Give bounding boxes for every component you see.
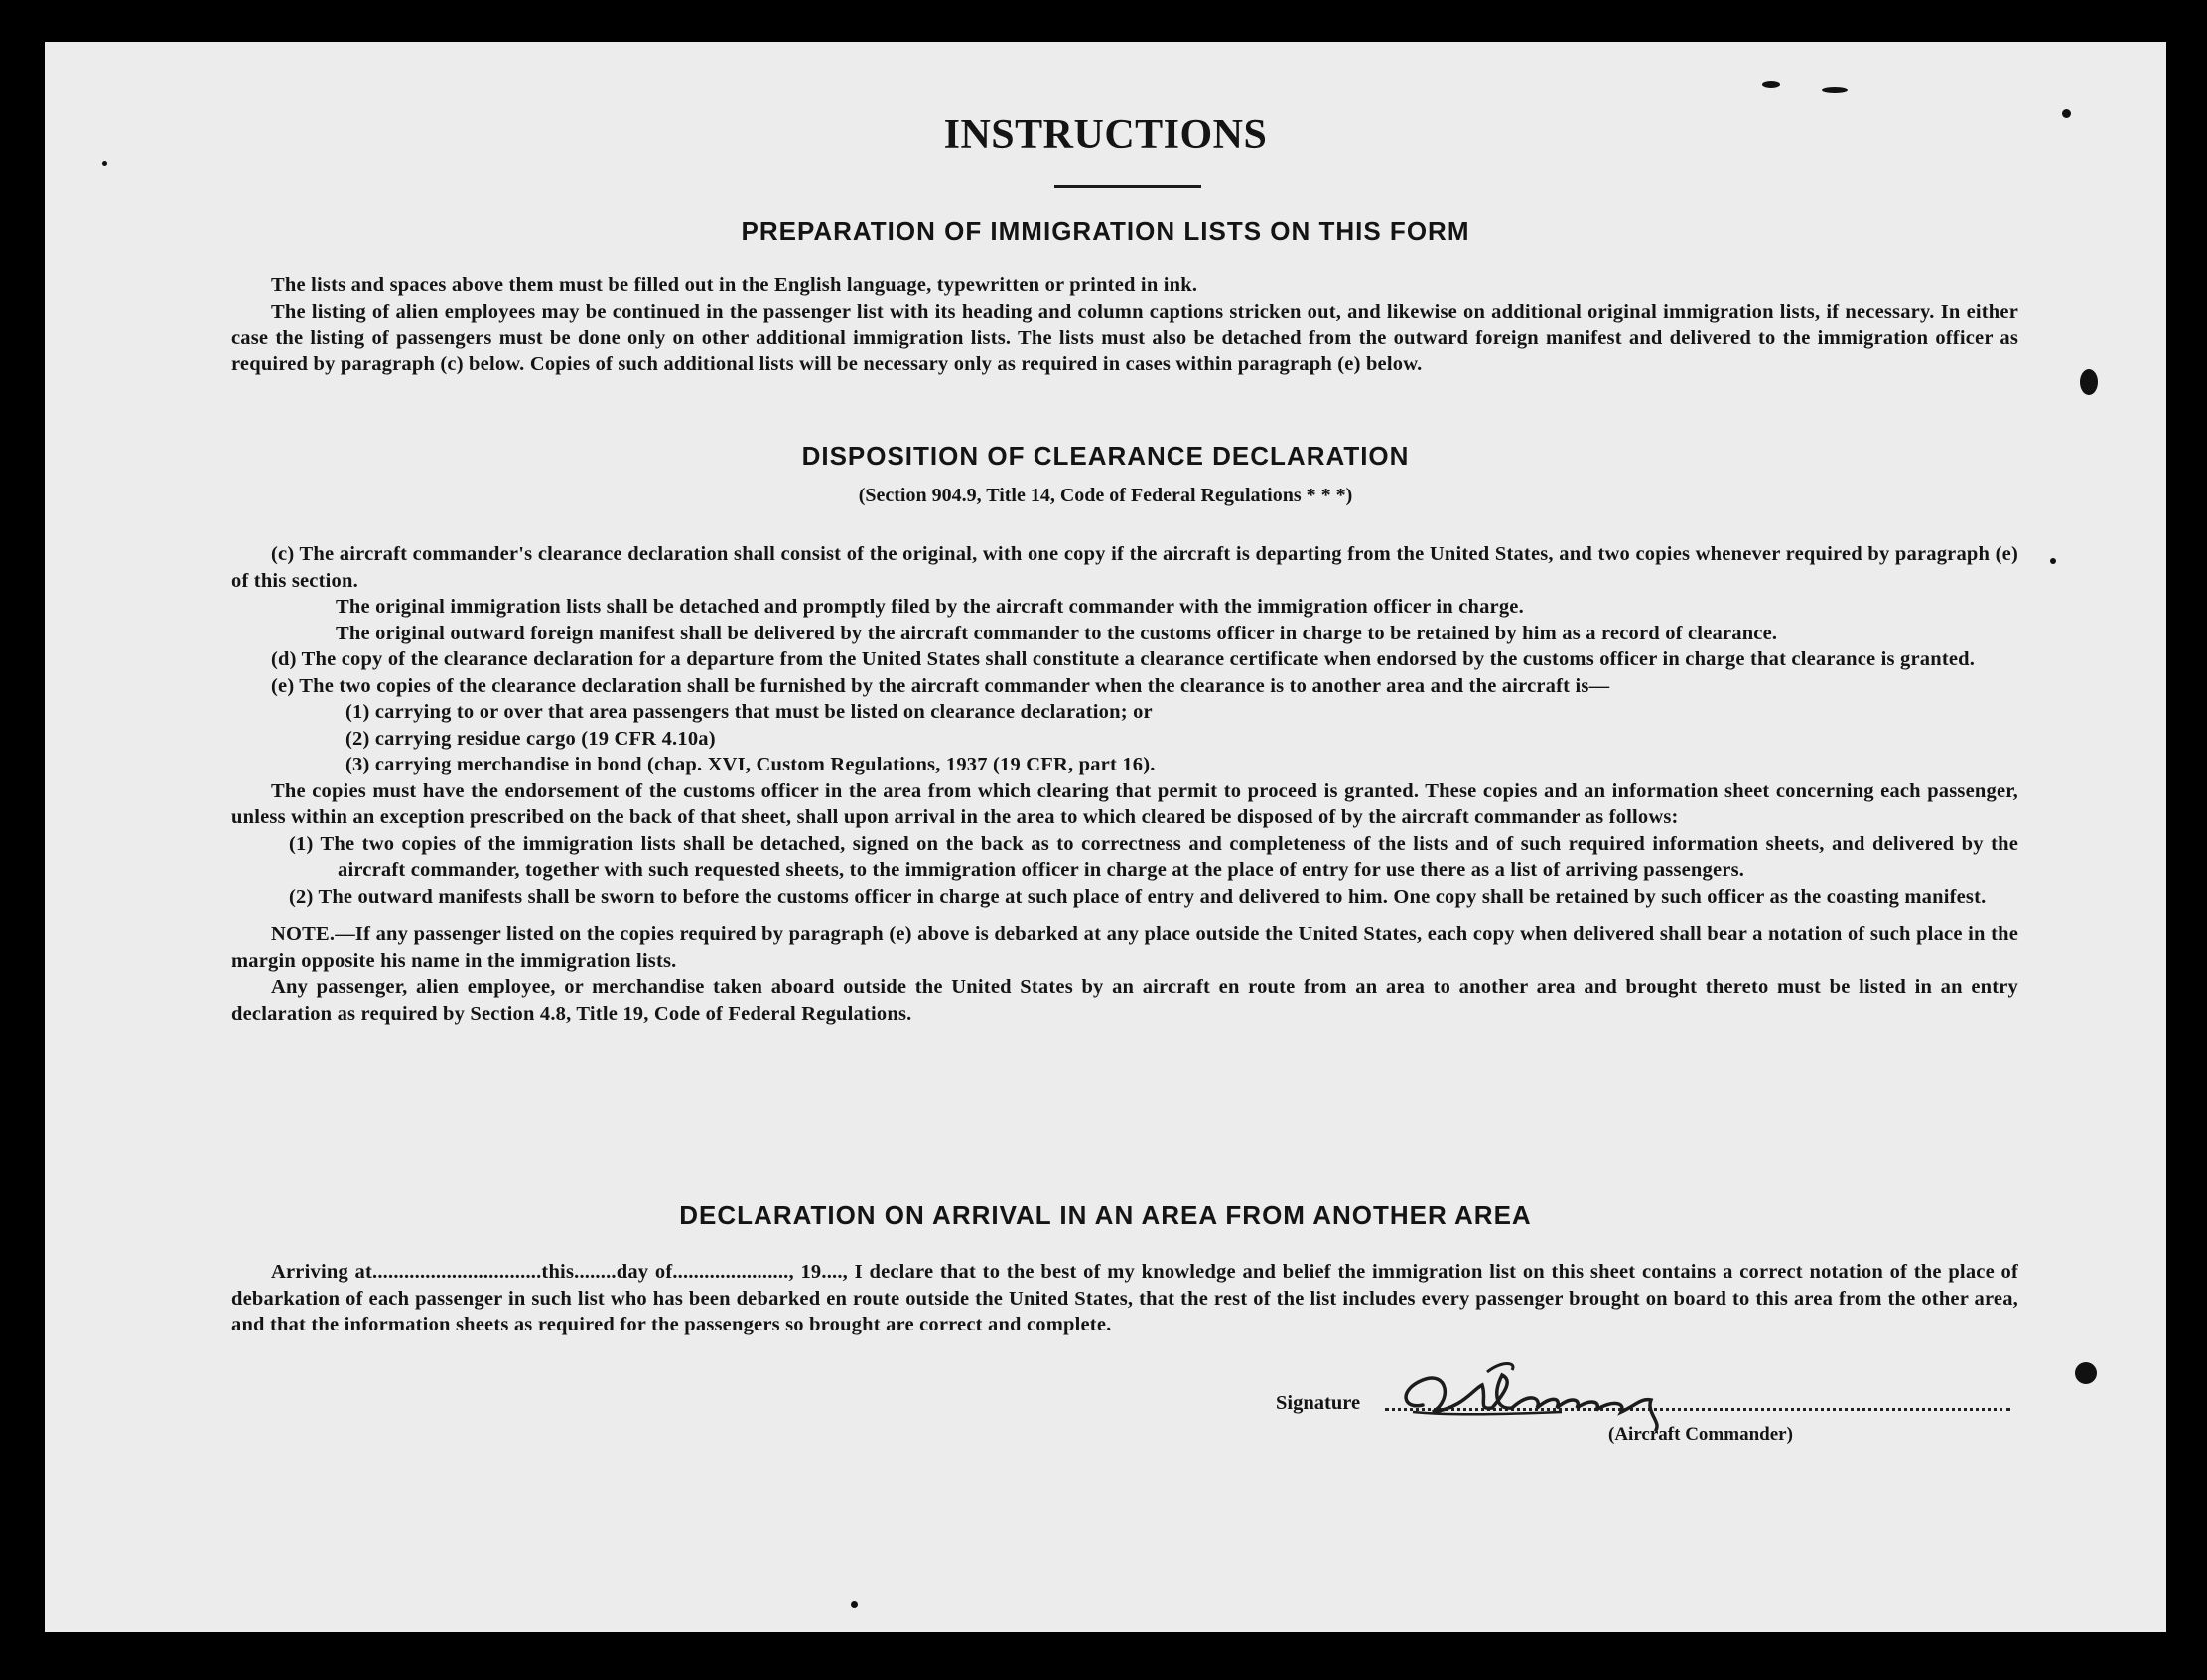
paragraph-c: (c) The aircraft commander's clearance declaration shall consist of the original, with one copy if the aircraft is departing from the United States, and two copies whenever required by paragraph (e) of this section.: [231, 543, 2018, 592]
signature-label: Signature: [1276, 1392, 1361, 1414]
paragraph: The lists and spaces above them must be filled out in the English language, typewritten or printed in ink.: [271, 274, 1198, 296]
handwritten-signature: [1393, 1350, 1770, 1440]
ink-mark: [2062, 109, 2071, 118]
paragraph-declaration: Arriving at................................this........day of......................, 19...., I declare that to the best of my knowledge and belief the immigration list on this sheet contains a correct notation of the place of debarkation of each passenger in such list who has been debarked en route outside the United States, that the rest of the list includes every passenger brought on board to this area from the other area, and that the information sheets as required for the passengers so brought are correct and complete.: [231, 1261, 2018, 1335]
list-item-e1: (1) carrying to or over that area passengers that must be listed on clearance declaration; or: [345, 701, 1153, 723]
list-item-e3: (3) carrying merchandise in bond (chap. XVI, Custom Regulations, 1937 (19 CFR, part 16).: [345, 754, 1156, 775]
ink-mark: [1762, 81, 1780, 88]
disposition-text: [231, 541, 2018, 1027]
list-item-f1: (1) The two copies of the immigration lists shall be detached, signed on the back as to correctness and completeness of the lists and of such required information sheets, and delivered by the aircraft commander, together with such requested sheets, to the immigration officer in charge at the place of entry for use there as a list of arriving passengers.: [289, 832, 2018, 881]
list-item-e2: (2) carrying residue cargo (19 CFR 4.10a): [345, 727, 716, 750]
paragraph-e: (e) The two copies of the clearance declaration shall be furnished by the aircraft commander when the clearance is to another area and the aircraft is—: [271, 674, 1610, 697]
paragraph-copies: The copies must have the endorsement of the customs officer in the area from which clearing that permit to proceed is granted. These copies and an information sheet concerning each passenger, unless within an exception prescribed on the back of that sheet, shall upon arrival in the area to which cleared be disposed of by the aircraft commander as follows:: [231, 779, 2018, 828]
signature-role: (Aircraft Commander): [1608, 1424, 1793, 1445]
ink-mark: [1822, 87, 1848, 93]
paragraph: The listing of alien employees may be continued in the passenger list with its heading and column captions stricken out, and likewise on additional original immigration lists, if necessary. In either case the listing of passengers must be done only on other additional immigration lists. The lists must also be detached from the outward foreign manifest and delivered to the immigration officer as required by paragraph (c) below. Copies of such additional lists will be necessary only as required in cases within paragraph (e) below.: [231, 300, 2018, 375]
preparation-text: [231, 272, 2018, 377]
declaration-text: [231, 1259, 2018, 1338]
ink-mark: [2075, 1362, 2097, 1384]
ink-mark: [851, 1601, 858, 1608]
ink-mark: [102, 161, 107, 166]
section-subheading: (Section 904.9, Title 14, Code of Federal Regulations * * *): [858, 485, 1353, 506]
document-page: [45, 42, 2166, 1632]
paragraph-c1: The original immigration lists shall be detached and promptly filed by the aircraft commander with the immigration officer in charge.: [336, 596, 1524, 618]
list-item-f2: (2) The outward manifests shall be sworn to before the customs officer in charge at such place of entry and delivered to him. One copy shall be retained by such officer as the coasting manifest.: [289, 885, 1987, 908]
ink-mark: [2050, 558, 2056, 564]
title-underline: [1054, 185, 1201, 188]
paragraph-note: NOTE.—If any passenger listed on the copies required by paragraph (e) above is debarked at any place outside the United States, each copy when delivered shall bear a notation of such place in the margin opposite his name in the immigration lists.: [231, 923, 2018, 972]
section-heading-preparation: PREPARATION OF IMMIGRATION LISTS ON THIS FORM: [741, 216, 1470, 246]
section-heading-declaration: DECLARATION ON ARRIVAL IN AN AREA FROM ANOTHER AREA: [679, 1200, 1532, 1230]
section-heading-disposition: DISPOSITION OF CLEARANCE DECLARATION: [801, 441, 1410, 471]
ink-mark: [2080, 369, 2098, 395]
paragraph-any-passenger: Any passenger, alien employee, or merchandise taken aboard outside the United States by an aircraft en route from an area to another area and brought thereto must be listed in an entry declaration as required by Section 4.8, Title 19, Code of Federal Regulations.: [231, 976, 2018, 1025]
paragraph-d: (d) The copy of the clearance declaration for a departure from the United States shall constitute a clearance certificate when endorsed by the customs officer in charge that clearance is granted.: [271, 648, 1976, 670]
page-title: INSTRUCTIONS: [943, 112, 1268, 158]
paragraph-c2: The original outward foreign manifest shall be delivered by the aircraft commander to the customs officer in charge to be retained by him as a record of clearance.: [336, 622, 1778, 644]
